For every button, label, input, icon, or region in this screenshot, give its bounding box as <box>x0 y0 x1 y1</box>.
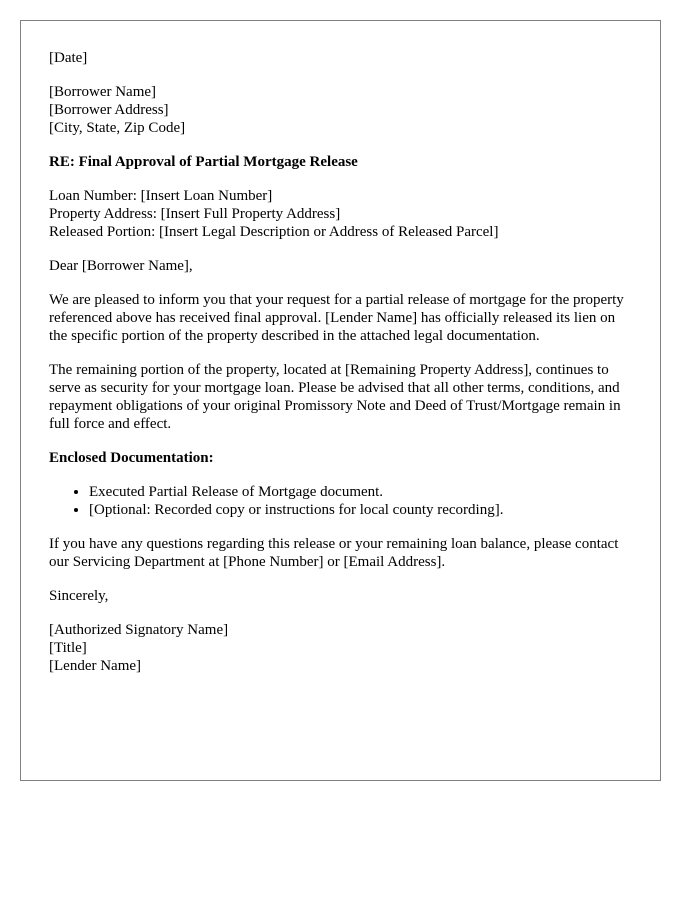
enclosures-list <box>49 483 632 519</box>
letter-date: [Date] <box>49 50 88 66</box>
closing: Sincerely, <box>49 588 109 604</box>
lender-name: [Lender Name] <box>49 658 142 674</box>
letter-document <box>20 20 661 781</box>
body-paragraph-1: We are pleased to inform you that your request for a partial release of mortgage for the property referenced above has received final approval. [Lender Name] has officially released its lien on the specific portion of the property described in the attached legal documentation. <box>49 292 624 344</box>
loan-number: Loan Number: [Insert Loan Number] <box>49 188 273 204</box>
signature-block <box>49 621 632 675</box>
released-portion: Released Portion: [Insert Legal Description or Address of Released Parcel] <box>49 224 499 240</box>
recipient-name: [Borrower Name] <box>49 84 157 100</box>
signatory-title: [Title] <box>49 640 87 656</box>
enclosure-item: • Executed Partial Release of Mortgage document. <box>89 483 632 501</box>
recipient-block <box>49 83 632 137</box>
enclosure-item: • [Optional: Recorded copy or instructions for local county recording]. <box>89 501 632 519</box>
loan-details <box>49 187 632 241</box>
signatory-name: [Authorized Signatory Name] <box>49 622 229 638</box>
property-address: Property Address: [Insert Full Property Address] <box>49 206 341 222</box>
recipient-city-state-zip: [City, State, Zip Code] <box>49 120 186 136</box>
body-paragraph-2: The remaining portion of the property, located at [Remaining Property Address], continues to serve as security for your mortgage loan. Please be advised that all other terms, conditions, and repayment obligations of your original Promissory Note and Deed of Trust/Mortgage remain in full force and effect. <box>49 362 621 432</box>
salutation: Dear [Borrower Name], <box>49 258 193 274</box>
closing-paragraph: If you have any questions regarding this release or your remaining loan balance, please contact our Servicing Department at [Phone Number] or [Email Address]. <box>49 536 619 570</box>
recipient-address: [Borrower Address] <box>49 102 169 118</box>
enclosures-heading: Enclosed Documentation: <box>49 450 214 466</box>
subject-line: RE: Final Approval of Partial Mortgage Release <box>49 154 358 170</box>
